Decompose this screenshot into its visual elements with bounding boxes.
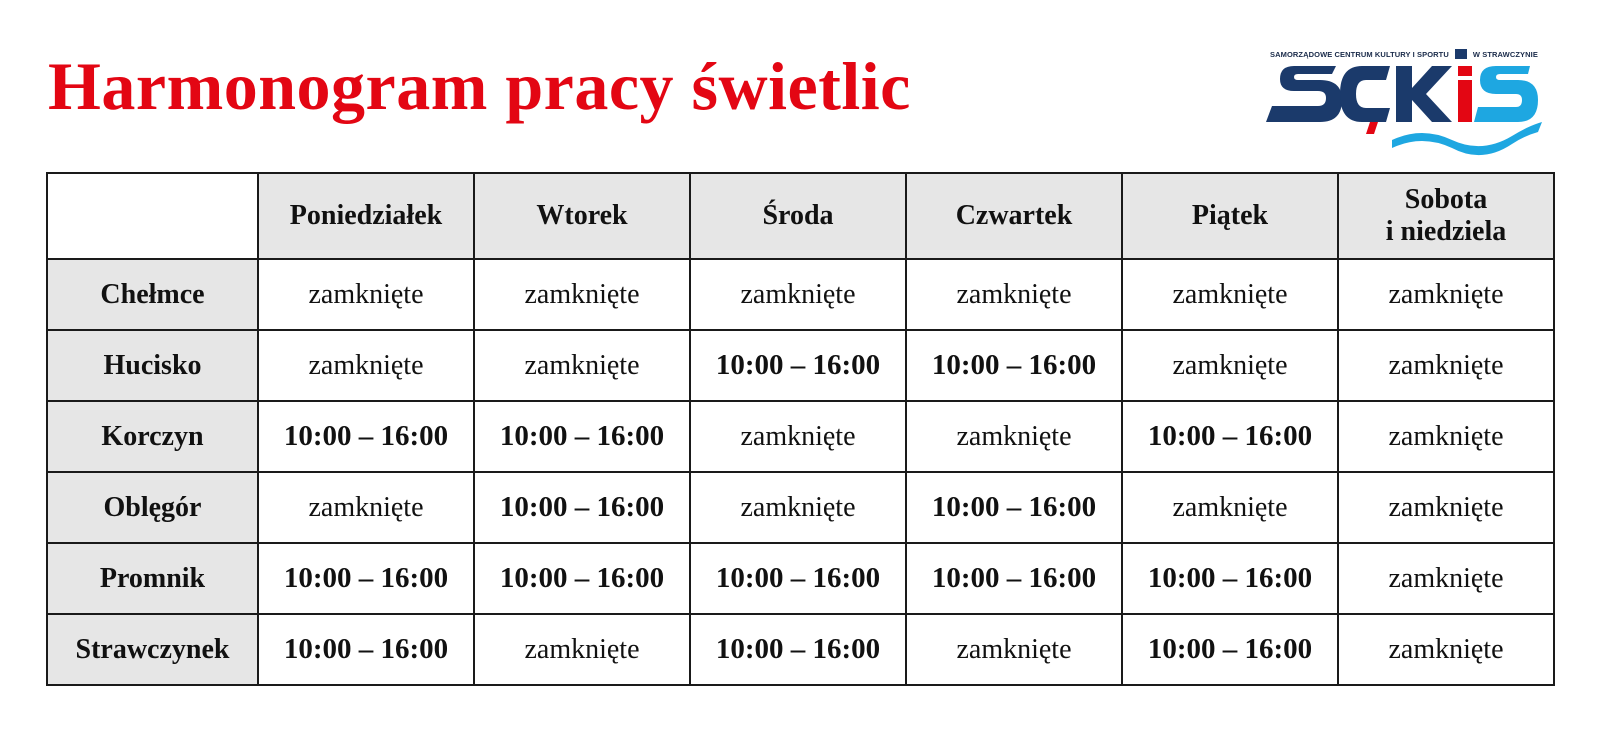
- day-header: Poniedziałek: [258, 173, 474, 259]
- schedule-cell: zamknięte: [1122, 472, 1338, 543]
- schedule-cell: 10:00 – 16:00: [474, 543, 690, 614]
- schedule-cell: 10:00 – 16:00: [690, 614, 906, 685]
- day-header: Wtorek: [474, 173, 690, 259]
- place-name: Promnik: [47, 543, 258, 614]
- table-row: [47, 259, 1554, 330]
- place-name: Chełmce: [47, 259, 258, 330]
- schedule-cell: 10:00 – 16:00: [906, 543, 1122, 614]
- schedule-cell: zamknięte: [258, 259, 474, 330]
- day-header: Piątek: [1122, 173, 1338, 259]
- schedule-cell: zamknięte: [1338, 330, 1554, 401]
- schedule-cell: zamknięte: [906, 401, 1122, 472]
- schedule-cell: 10:00 – 16:00: [474, 472, 690, 543]
- schedule-cell: zamknięte: [474, 330, 690, 401]
- schedule-cell: 10:00 – 16:00: [258, 401, 474, 472]
- schedule-cell: zamknięte: [1122, 259, 1338, 330]
- schedule-cell: zamknięte: [1338, 614, 1554, 685]
- logo-tagline-right: W STRAWCZYNIE: [1472, 49, 1538, 59]
- schedule-cell: zamknięte: [1338, 401, 1554, 472]
- day-header: Czwartek: [906, 173, 1122, 259]
- table-row: [47, 472, 1554, 543]
- place-name: Strawczynek: [47, 614, 258, 685]
- table-row: [47, 401, 1554, 472]
- page-title: Harmonogram pracy świetlic: [48, 48, 911, 124]
- day-header: Sobota i niedziela: [1338, 173, 1554, 259]
- logo-tagline-left: SAMORZĄDOWE CENTRUM KULTURY I SPORTU: [1270, 49, 1449, 59]
- schedule-cell: 10:00 – 16:00: [258, 614, 474, 685]
- schedule-cell: zamknięte: [690, 259, 906, 330]
- schedule-cell: 10:00 – 16:00: [690, 543, 906, 614]
- schedule-cell: zamknięte: [258, 472, 474, 543]
- schedule-cell: zamknięte: [906, 259, 1122, 330]
- schedule-cell: zamknięte: [474, 259, 690, 330]
- schedule-cell: zamknięte: [1338, 259, 1554, 330]
- schedule-cell: zamknięte: [1122, 330, 1338, 401]
- schedule-cell: 10:00 – 16:00: [690, 330, 906, 401]
- day-header: Środa: [690, 173, 906, 259]
- schedule-table: [46, 172, 1555, 686]
- schedule-cell: 10:00 – 16:00: [906, 330, 1122, 401]
- place-name: Korczyn: [47, 401, 258, 472]
- schedule-cell: 10:00 – 16:00: [1122, 543, 1338, 614]
- schedule-cell: zamknięte: [474, 614, 690, 685]
- schedule-cell: 10:00 – 16:00: [258, 543, 474, 614]
- schedule-cell: 10:00 – 16:00: [1122, 401, 1338, 472]
- table-row: [47, 614, 1554, 685]
- place-name: Hucisko: [47, 330, 258, 401]
- table-body: [47, 259, 1554, 685]
- schedule-cell: 10:00 – 16:00: [1122, 614, 1338, 685]
- place-name: Oblęgór: [47, 472, 258, 543]
- logo-wordmark-icon: [1262, 44, 1562, 164]
- table-row: [47, 330, 1554, 401]
- schedule-cell: 10:00 – 16:00: [474, 401, 690, 472]
- schedule-cell: 10:00 – 16:00: [906, 472, 1122, 543]
- schedule-cell: zamknięte: [906, 614, 1122, 685]
- header-row: [47, 173, 1554, 259]
- sckis-logo: [1262, 44, 1562, 164]
- schedule-cell: zamknięte: [1338, 472, 1554, 543]
- schedule-cell: zamknięte: [690, 472, 906, 543]
- schedule-cell: zamknięte: [690, 401, 906, 472]
- schedule-cell: zamknięte: [258, 330, 474, 401]
- corner-cell: [47, 173, 258, 259]
- schedule-cell: zamknięte: [1338, 543, 1554, 614]
- table-row: [47, 543, 1554, 614]
